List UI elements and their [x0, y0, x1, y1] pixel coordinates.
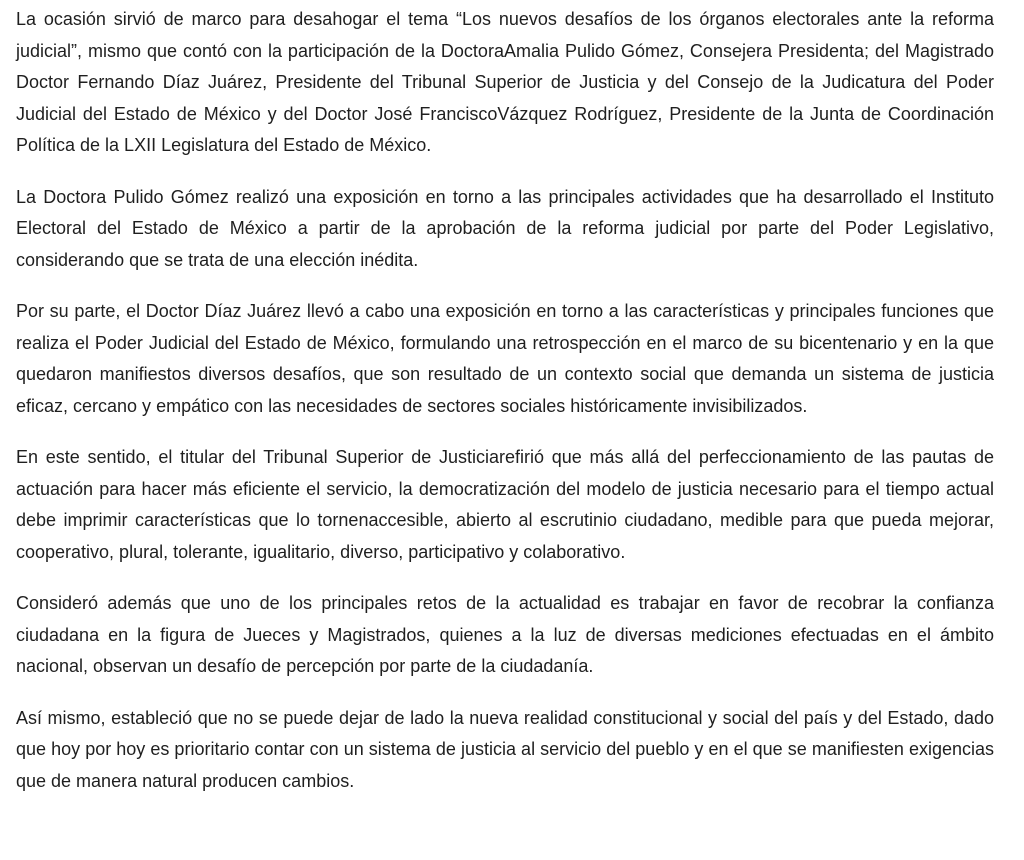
paragraph-3: Por su parte, el Doctor Díaz Juárez llevó a cabo una exposición en torno a las características y principales funciones que realiza el Poder Judicial del Estado de México, formulando una retrospección en el marco de su bicentenario y en la que quedaron manifiestos diversos desafíos, que son resultado de un contexto social que demanda un sistema de justicia eficaz, cercano y empático con las necesidades de sectores sociales históricamente invisibilizados. [16, 301, 994, 416]
paragraph-2: La Doctora Pulido Gómez realizó una exposición en torno a las principales actividades que ha desarrollado el Instituto Electoral del Estado de México a partir de la aprobación de la reforma judicial por parte del Poder Legislativo, considerando que se trata de una elección inédita. [16, 186, 994, 270]
paragraph-5: Consideró además que uno de los principales retos de la actualidad es trabajar en favor de recobrar la confianza ciudadana en la figura de Jueces y Magistrados, quienes a la luz de diversas mediciones efectuadas en el ámbito nacional, observan un desafío de percepción por parte de la ciudadanía. [16, 593, 994, 676]
paragraph-1: La ocasión sirvió de marco para desahogar el tema “Los nuevos desafíos de los órganos electorales ante la reforma judicial”, mismo que contó con la participación de la DoctoraAmalia Pulido Gómez, Consejera Presidenta; del Magistrado Doctor Fernando Díaz Juárez, Presidente del Tribunal Superior de Justicia y del Consejo de la Judicatura del Poder Judicial del Estado de México y del Doctor José FranciscoVázquez Rodríguez, Presidente de la Junta de Coordinación Política de la LXII Legislatura del Estado de México. [16, 9, 994, 155]
paragraph-4: En este sentido, el titular del Tribunal Superior de Justiciarefirió que más allá del perfeccionamiento de las pautas de actuación para hacer más eficiente el servicio, la democratización del modelo de justicia necesario para el tiempo actual debe imprimir características que lo tornenaccesible, abierto al escrutinio ciudadano, medible para que pueda mejorar, cooperativo, plural, tolerante, igualitario, diverso, participativo y colaborativo. [16, 447, 994, 562]
paragraph-6: Así mismo, estableció que no se puede dejar de lado la nueva realidad constitucional y social del país y del Estado, dado que hoy por hoy es prioritario contar con un sistema de justicia al servicio del pueblo y en el que se manifiesten exigencias que de manera natural producen cambios. [16, 707, 994, 791]
